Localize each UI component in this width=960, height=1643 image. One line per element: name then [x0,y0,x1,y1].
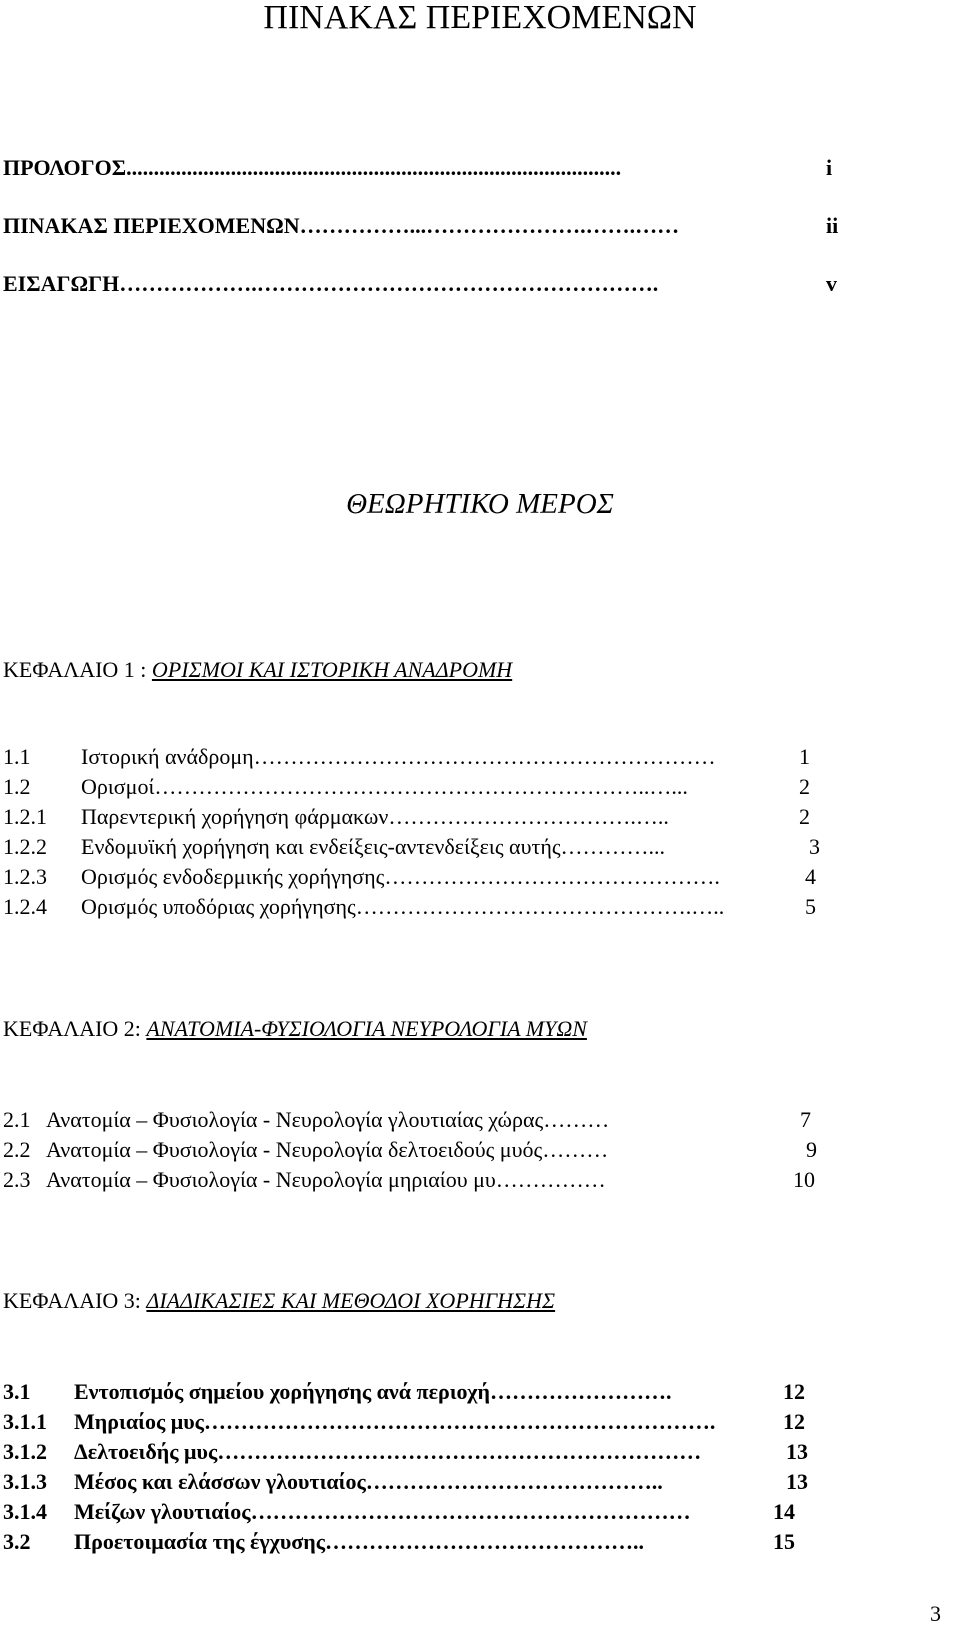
section-page: 13 [786,1469,808,1494]
section-title: Ορισμοί…………………………………………………………..…... [81,774,688,799]
chapter-label: ΚΕΦΑΛΑΙΟ 2: [3,1016,147,1041]
section-title: Ενδομυϊκή χορήγηση και ενδείξεις-αντενδείξεις αυτής…………... [81,834,666,859]
chapter-1-heading[interactable] [3,656,512,684]
page-number: 3 [930,1601,941,1626]
section-page: 13 [786,1439,808,1464]
section-title: Δελτοειδής μυς………………………………………………………… [74,1439,702,1464]
front-matter-introduction[interactable]: ΕΙΣΑΓΩΓΗ……………….………………………………………………. [3,271,659,296]
section-title: Ανατομία – Φυσιολογία - Νευρολογία μηριαίου μυ…………… [46,1167,606,1192]
section-page: 9 [806,1137,817,1162]
section-page: 15 [773,1529,795,1554]
section-page: 3 [809,834,820,859]
section-number: 2.1 [3,1107,31,1132]
document-title: ΠΙΝΑΚΑΣ ΠΕΡΙΕΧΟΜΕΝΩΝ [263,0,697,36]
front-matter-prologue[interactable]: ΠΡΟΛΟΓΟΣ.......................................................................................... [3,155,622,180]
chapter-2-heading[interactable] [3,1015,587,1043]
section-title: Εντοπισμός σημείου χορήγησης ανά περιοχή……………………. [74,1379,672,1404]
section-number: 1.2.2 [3,834,47,859]
section-number: 1.2.4 [3,894,47,919]
section-number: 3.1 [3,1379,31,1404]
section-title: Ανατομία – Φυσιολογία - Νευρολογία δελτοειδούς μυός……… [46,1137,609,1162]
section-number: 2.3 [3,1167,31,1192]
section-number: 3.1.3 [3,1469,47,1494]
section-number: 3.1.1 [3,1409,47,1434]
chapter-3-heading[interactable] [3,1287,555,1315]
section-page: 1 [799,744,810,769]
chapter-title: ΔΙΑΔΙΚΑΣΙΕΣ ΚΑΙ ΜΕΘΟΔΟΙ ΧΟΡΗΓΗΣΗΣ [146,1288,556,1313]
section-page: 4 [805,864,816,889]
front-matter-toc-page: ii [826,213,839,238]
section-number: 1.2.3 [3,864,47,889]
section-number: 3.1.4 [3,1499,47,1524]
chapter-title: ΟΡΙΣΜΟΙ ΚΑΙ ΙΣΤΟΡΙΚΗ ΑΝΑΔΡΟΜΗ [151,657,513,682]
chapter-title: ΑΝΑΤΟΜΙΑ-ΦΥΣΙΟΛΟΓΙΑ ΝΕΥΡΟΛΟΓΙΑ ΜΥΩΝ [146,1016,587,1041]
section-title: Μείζων γλουτιαίος…………………………………………………… [74,1499,691,1524]
section-title: Προετοιμασία της έγχυσης…………………………………….. [74,1529,644,1554]
section-title: Παρεντερική χορήγηση φάρμακων…………………………….….. [81,804,669,829]
section-title: Ορισμός υποδόριας χορήγησης……………………………………….….. [81,894,725,919]
section-page: 12 [783,1379,805,1404]
section-title: Ανατομία – Φυσιολογία - Νευρολογία γλουτιαίας χώρας……… [46,1107,610,1132]
section-number: 2.2 [3,1137,31,1162]
chapter-label: ΚΕΦΑΛΑΙΟ 1 : [3,657,152,682]
section-page: 12 [783,1409,805,1434]
section-page: 2 [799,774,810,799]
front-matter-introduction-page: v [826,271,837,296]
section-title: Μέσος και ελάσσων γλουτιαίος………………………………….. [74,1469,663,1494]
section-title: Ορισμός ενδοδερμικής χορήγησης………………………………………. [81,864,720,889]
section-number: 1.2.1 [3,804,47,829]
chapter-label: ΚΕΦΑΛΑΙΟ 3: [3,1288,147,1313]
front-matter-toc[interactable]: ΠΙΝΑΚΑΣ ΠΕΡΙΕΧΟΜΕΝΩΝ……………...………………….…….…… [3,213,680,238]
section-number: 3.1.2 [3,1439,47,1464]
section-number: 3.2 [3,1529,31,1554]
section-page: 14 [773,1499,795,1524]
front-matter-prologue-page: i [826,155,833,180]
section-number: 1.1 [3,744,31,769]
section-title: Μηριαίος μυς……………………………………………………………. [74,1409,716,1434]
section-page: 5 [805,894,816,919]
section-number: 1.2 [3,774,31,799]
section-page: 10 [793,1167,815,1192]
section-title: Ιστορική ανάδρομη……………………………………………………… [81,744,716,769]
section-page: 7 [800,1107,811,1132]
section-page: 2 [799,804,810,829]
part-title: ΘΕΩΡΗΤΙΚΟ ΜΕΡΟΣ [346,488,614,520]
